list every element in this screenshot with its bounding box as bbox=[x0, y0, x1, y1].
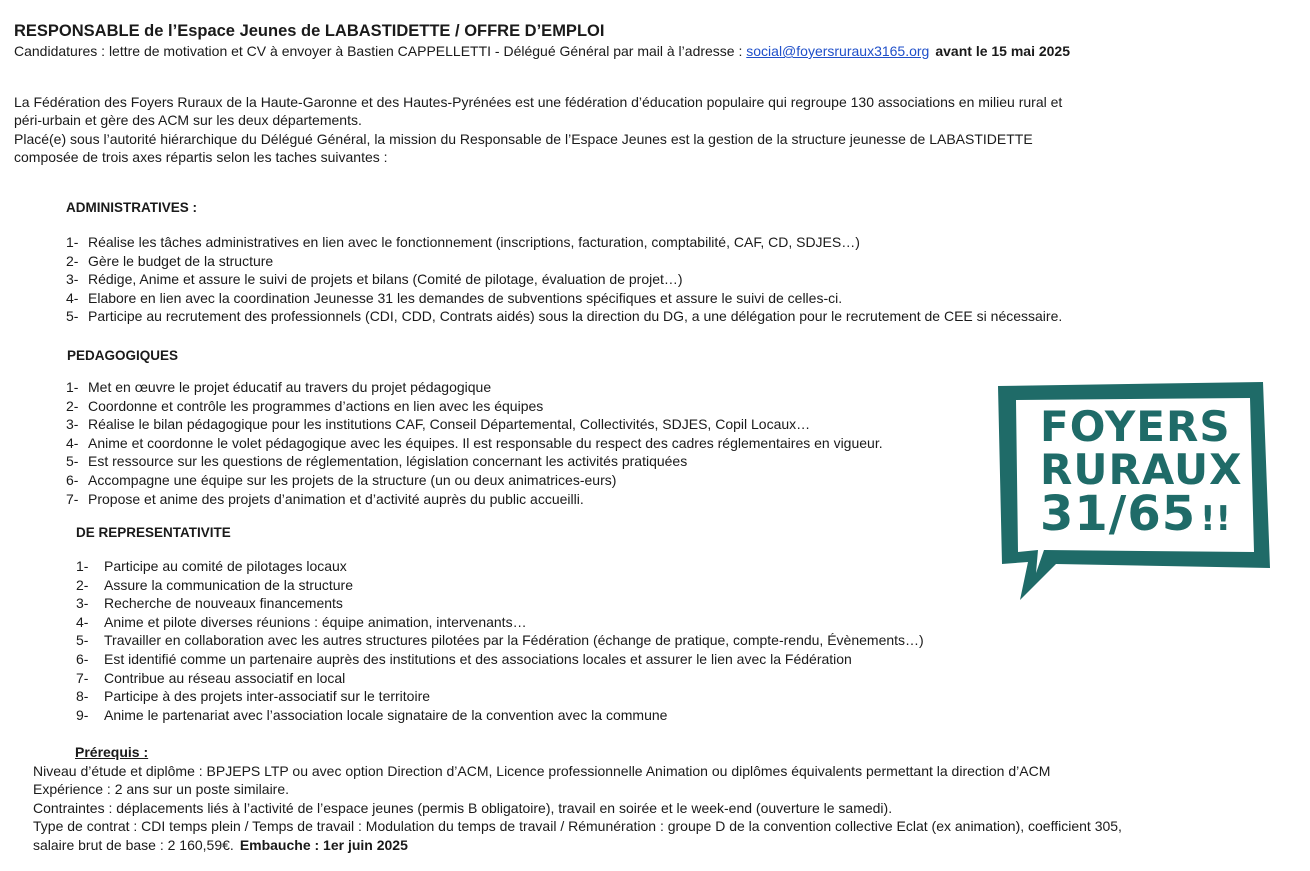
item-text: Est identifié comme un partenaire auprès des institutions et des associations locales et assurer le lien avec la Fédération bbox=[104, 650, 852, 667]
item-text: Est ressource sur les questions de réglementation, législation concernant les activités pratiquées bbox=[88, 453, 688, 470]
list-item bbox=[66, 252, 1062, 271]
application-line bbox=[14, 42, 1070, 61]
list-item bbox=[66, 270, 1062, 289]
item-text: Participe au comité de pilotages locaux bbox=[104, 558, 347, 574]
list-item bbox=[76, 687, 924, 706]
list-item bbox=[66, 307, 1062, 326]
section-heading-representativite: DE REPRESENTATIVITE bbox=[76, 525, 231, 540]
list-item bbox=[76, 706, 924, 725]
item-number: 3- bbox=[66, 271, 79, 288]
item-text: Propose et anime des projets d’animation et d’activité auprès du public accueilli. bbox=[88, 490, 584, 507]
deadline: avant le 15 mai 2025 bbox=[935, 43, 1071, 59]
list-item bbox=[76, 669, 924, 688]
application-instructions: Candidatures : lettre de motivation et CV à envoyer à Bastien CAPPELLETTI - Délégué Général par mail à l’adresse : bbox=[14, 43, 747, 59]
item-number: 8- bbox=[76, 688, 89, 705]
list-item bbox=[66, 452, 883, 471]
list-item bbox=[66, 415, 883, 434]
intro-text bbox=[14, 93, 1194, 167]
item-number: 3- bbox=[76, 595, 89, 612]
item-text: Accompagne une équipe sur les projets de la structure (un ou deux animatrices-eurs) bbox=[88, 471, 617, 488]
logo-line1: FOYERS bbox=[1040, 402, 1231, 451]
list-item bbox=[66, 434, 883, 453]
item-number: 2- bbox=[76, 576, 89, 593]
item-number: 3- bbox=[66, 416, 79, 433]
item-number: 2- bbox=[66, 252, 79, 269]
prerequis-education: Niveau d’étude et diplôme : BPJEPS LTP ou avec option Direction d’ACM, Licence professionnelle Animation ou diplômes équivalents permettant la direction d’ACM bbox=[33, 763, 1051, 779]
intro-line: La Fédération des Foyers Ruraux de la Haute-Garonne et des Hautes-Pyrénées est une fédération d’éducation populaire qui regroupe 130 associations en milieu rural et bbox=[14, 94, 1063, 110]
item-number: 5- bbox=[66, 453, 79, 470]
administratives-list bbox=[66, 233, 1062, 326]
representativite-list bbox=[76, 557, 924, 724]
item-number: 6- bbox=[76, 650, 89, 667]
item-text: Elabore en lien avec la coordination Jeunesse 31 les demandes de subventions spécifiques et assure le suivi de celles-ci. bbox=[88, 289, 843, 306]
item-number: 1- bbox=[66, 234, 79, 250]
logo-line3: 31/65 bbox=[1040, 486, 1197, 542]
item-text: Gère le budget de la structure bbox=[88, 252, 274, 269]
item-number: 4- bbox=[66, 289, 79, 306]
list-item bbox=[76, 613, 924, 632]
prerequis-experience: Expérience : 2 ans sur un poste similaire. bbox=[33, 781, 290, 798]
list-item bbox=[76, 594, 924, 613]
section-heading-pedagogiques: PEDAGOGIQUES bbox=[67, 348, 179, 363]
item-text: Réalise les tâches administratives en lien avec le fonctionnement (inscriptions, facturation, comptabilité, CAF, CD, SDJES…) bbox=[88, 234, 860, 250]
item-text: Met en œuvre le projet éducatif au travers du projet pédagogique bbox=[88, 379, 492, 395]
prerequis-contract: Type de contrat : CDI temps plein / Temps de travail : Modulation du temps de travail / Rémunération : groupe D de la convention collective Eclat (ex animation), coefficient 305, bbox=[33, 818, 1122, 835]
logo-exclaim: !! bbox=[1200, 499, 1232, 539]
item-text: Recherche de nouveaux financements bbox=[104, 595, 343, 612]
email-link[interactable]: social@foyersruraux3165.org bbox=[746, 43, 930, 59]
item-number: 2- bbox=[66, 397, 79, 414]
item-number: 6- bbox=[66, 471, 79, 488]
item-number: 9- bbox=[76, 706, 89, 723]
item-text: Travailler en collaboration avec les autres structures pilotées par la Fédération (échange de pratique, compte-rendu, Évènements…) bbox=[104, 632, 924, 649]
item-number: 1- bbox=[66, 379, 79, 395]
item-text: Anime le partenariat avec l’association locale signataire de la convention avec la commune bbox=[104, 706, 668, 723]
item-number: 4- bbox=[76, 613, 89, 630]
item-number: 5- bbox=[76, 632, 89, 649]
prerequis-salary-line bbox=[33, 836, 1283, 854]
item-text: Anime et coordonne le volet pédagogique avec les équipes. Il est responsable du respect des cadres réglementaires en vigueur. bbox=[88, 434, 883, 451]
list-item bbox=[66, 289, 1062, 308]
item-text: Anime et pilote diverses réunions : équipe animation, intervenants… bbox=[104, 613, 527, 630]
item-number: 4- bbox=[66, 434, 79, 451]
list-item bbox=[76, 650, 924, 669]
list-item bbox=[76, 576, 924, 595]
prerequis-salary: salaire brut de base : 2 160,59€. bbox=[33, 836, 234, 853]
speech-bubble-logo bbox=[988, 378, 1278, 603]
item-text: Contribue au réseau associatif en local bbox=[104, 669, 346, 686]
prerequis-constraints: Contraintes : déplacements liés à l’activité de l’espace jeunes (permis B obligatoire), travail en soirée et le week-end (ouverture le samedi). bbox=[33, 799, 893, 816]
item-text: Réalise le bilan pédagogique pour les institutions CAF, Conseil Départemental, Collectivités, SDJES, Copil Locaux… bbox=[88, 416, 811, 433]
item-text: Participe à des projets inter-associatif sur le territoire bbox=[104, 688, 431, 705]
item-text: Coordonne et contrôle les programmes d’actions en lien avec les équipes bbox=[88, 397, 544, 414]
item-number: 1- bbox=[76, 558, 89, 574]
hiring-date: Embauche : 1er juin 2025 bbox=[239, 836, 408, 853]
item-text: Assure la communication de la structure bbox=[104, 576, 353, 593]
item-number: 5- bbox=[66, 308, 79, 325]
intro-line: péri-urbain et gère des ACM sur les deux départements. bbox=[14, 112, 362, 129]
list-item bbox=[76, 631, 924, 650]
item-text: Rédige, Anime et assure le suivi de projets et bilans (Comité de pilotage, évaluation de projet…) bbox=[88, 271, 683, 288]
pedagogiques-list bbox=[66, 378, 883, 508]
list-item bbox=[76, 557, 924, 576]
foyers-ruraux-logo bbox=[988, 378, 1278, 603]
list-item bbox=[66, 233, 1062, 252]
section-heading-prerequis: Prérequis : bbox=[75, 744, 149, 760]
item-number: 7- bbox=[66, 490, 79, 507]
prerequis-block bbox=[33, 762, 1283, 854]
logo-line2: RURAUX bbox=[1040, 445, 1243, 494]
item-number: 7- bbox=[76, 669, 89, 686]
page-title: RESPONSABLE de l’Espace Jeunes de LABASTIDETTE / OFFRE D’EMPLOI bbox=[14, 22, 605, 40]
list-item bbox=[66, 490, 883, 509]
item-text: Participe au recrutement des professionnels (CDI, CDD, Contrats aidés) sous la direction du DG, a une délégation pour le recrutement de CEE si nécessaire. bbox=[88, 308, 1063, 325]
list-item bbox=[66, 471, 883, 490]
list-item bbox=[66, 378, 883, 397]
intro-line: Placé(e) sous l’autorité hiérarchique du Délégué Général, la mission du Responsable de l’Espace Jeunes est la gestion de la structure jeunesse de LABASTIDETTE bbox=[14, 130, 1033, 147]
list-item bbox=[66, 397, 883, 416]
intro-line: composée de trois axes répartis selon les taches suivantes : bbox=[14, 149, 388, 166]
section-heading-administratives: ADMINISTRATIVES : bbox=[66, 200, 197, 215]
